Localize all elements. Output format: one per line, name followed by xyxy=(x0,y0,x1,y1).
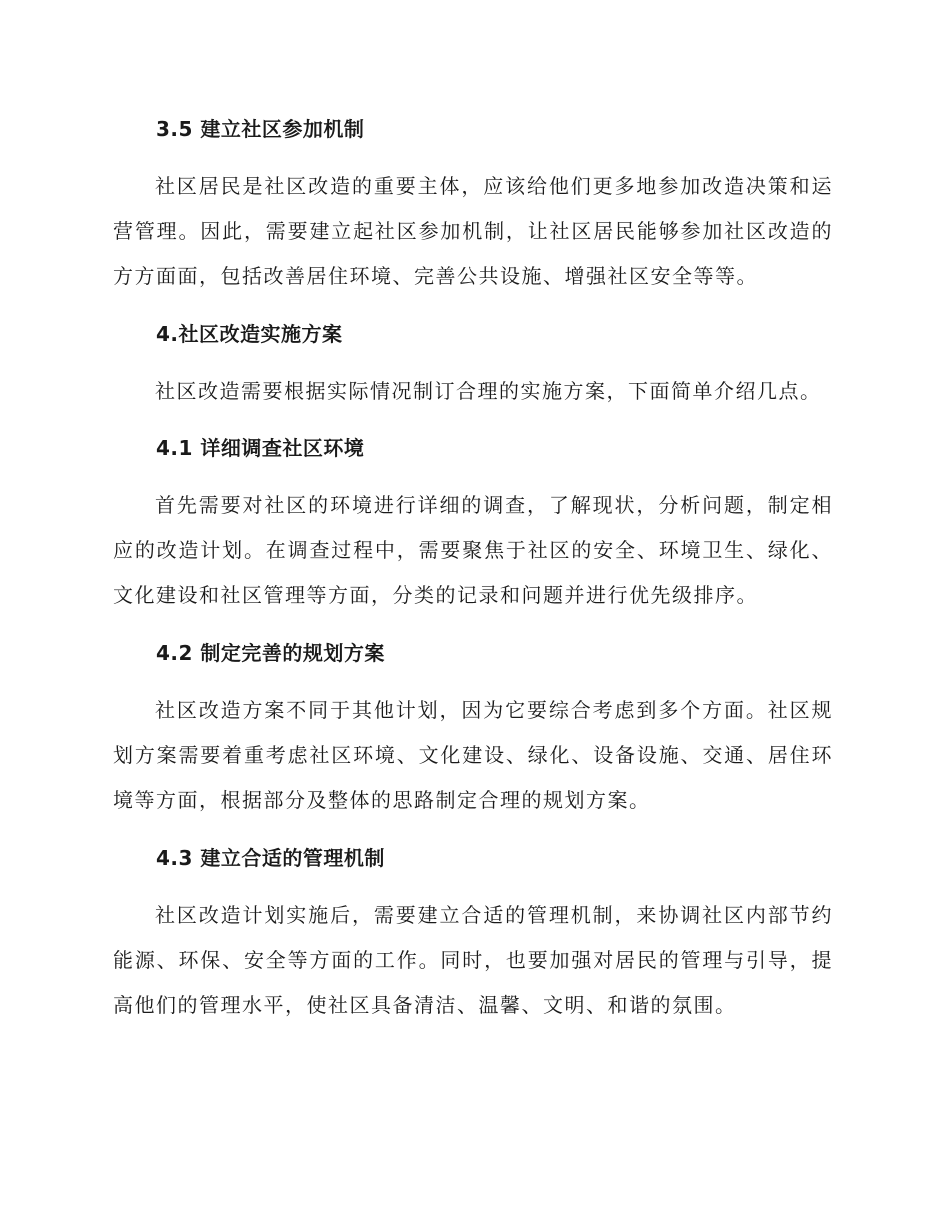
section-heading-4: 4.社区改造实施方案 xyxy=(156,322,343,346)
section-heading-4-1: 4.1 详细调查社区环境 xyxy=(156,436,365,460)
section-heading-4-3: 4.3 建立合适的管理机制 xyxy=(156,846,385,870)
section-heading-4-2: 4.2 制定完善的规划方案 xyxy=(156,641,385,665)
section-paragraph-4: 社区改造需要根据实际情况制订合理的实施方案，下面简单介绍几点。 xyxy=(155,379,822,403)
section-heading-3-5: 3.5 建立社区参加机制 xyxy=(156,117,365,141)
section-paragraph-4-1: 首先需要对社区的环境进行详细的调查，了解现状，分析问题，制定相应的改造计划。在调查过程中，需要聚焦于社区的安全、环境卫生、绿化、文化建设和社区管理等方面，分类的记录和问题并进行优先级排序。 xyxy=(113,493,833,607)
section-paragraph-3-5: 社区居民是社区改造的重要主体，应该给他们更多地参加改造决策和运营管理。因此，需要建立起社区参加机制，让社区居民能够参加社区改造的方方面面，包括改善居住环境、完善公共设施、增强社区安全等等。 xyxy=(113,174,833,288)
section-paragraph-4-2: 社区改造方案不同于其他计划，因为它要综合考虑到多个方面。社区规划方案需要着重考虑社区环境、文化建设、绿化、设备设施、交通、居住环境等方面，根据部分及整体的思路制定合理的规划方案。 xyxy=(113,698,833,812)
section-paragraph-4-3: 社区改造计划实施后，需要建立合适的管理机制，来协调社区内部节约能源、环保、安全等方面的工作。同时，也要加强对居民的管理与引导，提高他们的管理水平，使社区具备清洁、温馨、文明、和谐的氛围。 xyxy=(113,903,833,1017)
